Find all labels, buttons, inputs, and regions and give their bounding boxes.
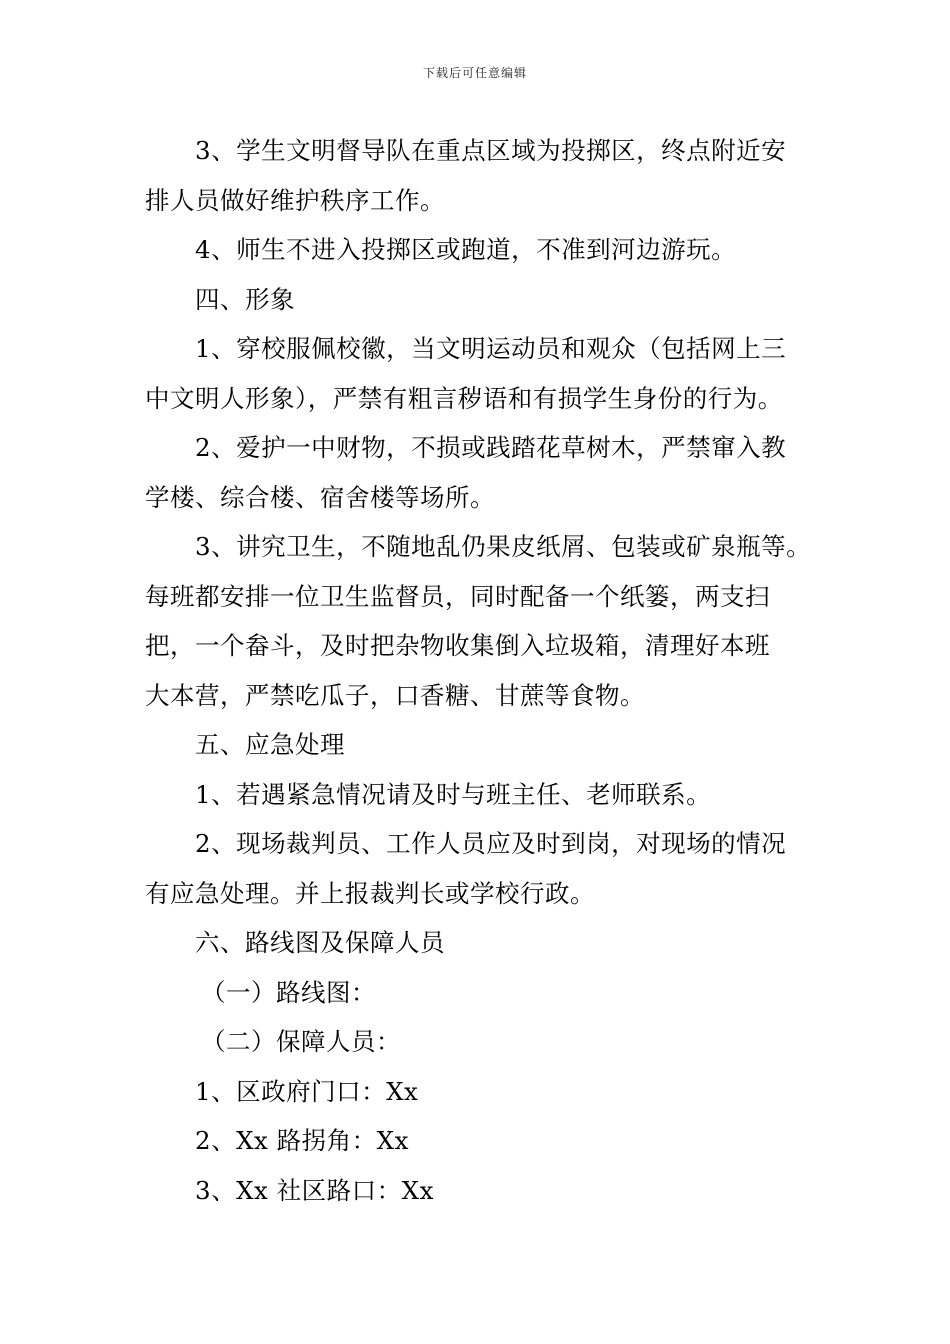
- subsection-heading: （一）路线图：: [201, 977, 376, 1007]
- paragraph-line: 1、穿校服佩校徽，当文明运动员和观众（包括网上三: [195, 334, 787, 363]
- paragraph-line: 大本营，严禁吃瓜子，口香糖、甘蔗等食物。: [145, 680, 645, 710]
- paragraph-line: 3、学生文明督导队在重点区域为投掷区，终点附近安: [195, 136, 787, 165]
- paragraph-line: 2、爱护一中财物，不损或践踏花草树木，严禁窜入教: [195, 433, 787, 462]
- section-heading: 四、形象: [195, 284, 295, 314]
- paragraph-line: 1、若遇紧急情况请及时与班主任、老师联系。: [195, 779, 712, 809]
- paragraph-line: 排人员做好维护秩序工作。: [145, 185, 445, 215]
- section-heading: 六、路线图及保障人员: [195, 928, 445, 957]
- paragraph-line: 3、讲究卫生，不随地乱仍果皮纸屑、包装或矿泉瓶等。: [195, 532, 812, 561]
- paragraph-line: 每班都安排一位卫生监督员，同时配备一个纸篓，两支扫: [145, 581, 770, 611]
- subsection-heading: （二）保障人员：: [201, 1027, 401, 1056]
- paragraph-line: 有应急处理。并上报裁判长或学校行政。: [145, 878, 595, 908]
- list-item: 1、区政府门口：Xx: [195, 1076, 419, 1106]
- page-header: 下载后可任意编辑: [422, 66, 527, 80]
- document-body: [145, 126, 813, 1215]
- paragraph-line: 4、师生不进入投掷区或跑道，不准到河边游玩。: [195, 235, 737, 264]
- paragraph-line: 把，一个畚斗，及时把杂物收集倒入垃圾箱，清理好本班: [145, 631, 770, 660]
- paragraph-line: 2、现场裁判员、工作人员应及时到岗，对现场的情况: [195, 829, 787, 858]
- paragraph-line: 中文明人形象），严禁有粗言秽语和有损学生身份的行为。: [145, 383, 783, 413]
- list-item: 3、Xx 社区路口：Xx: [195, 1175, 434, 1205]
- list-item: 2、Xx 路拐角：Xx: [195, 1126, 409, 1155]
- paragraph-line: 学楼、综合楼、宿舍楼等场所。: [145, 482, 495, 512]
- section-heading: 五、应急处理: [195, 730, 345, 759]
